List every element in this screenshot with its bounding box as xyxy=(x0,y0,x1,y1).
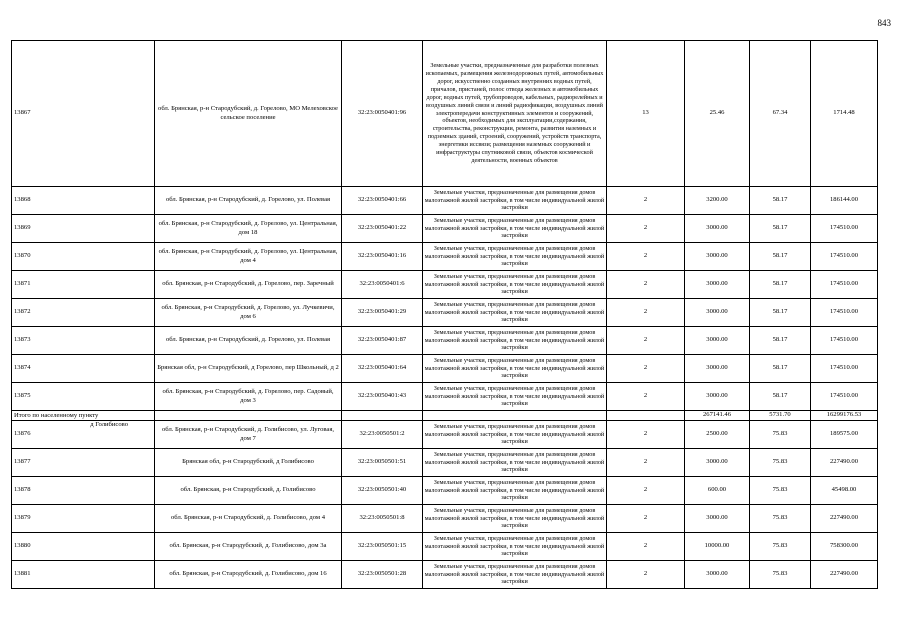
cadastral-value-cell: 174510.00 xyxy=(811,271,878,299)
rate-cell: 58.17 xyxy=(750,355,811,383)
rate-cell: 67.34 xyxy=(750,41,811,187)
area-cell: 3000.00 xyxy=(685,327,750,355)
table-row xyxy=(12,243,878,271)
row-number: 13870 xyxy=(12,243,155,271)
cadastral-value-cell: 227490.00 xyxy=(811,449,878,477)
rate-cell: 75.83 xyxy=(750,477,811,505)
area-cell: 10000.00 xyxy=(685,533,750,561)
row-number: 13867 xyxy=(12,41,155,187)
rate-cell: 58.17 xyxy=(750,271,811,299)
table-row xyxy=(12,421,878,449)
table-row xyxy=(12,299,878,327)
cadastral-value-cell: 174510.00 xyxy=(811,243,878,271)
table-row xyxy=(12,355,878,383)
address-cell: обл. Брянская, р-н Стародубский, д. Горелово, пер. Садовый, дом 3 xyxy=(155,383,342,411)
group-cell: 2 xyxy=(607,505,685,533)
table-row xyxy=(12,383,878,411)
area-cell: 3000.00 xyxy=(685,505,750,533)
rate-cell: 75.83 xyxy=(750,561,811,589)
land-use-cell: Земельные участки, предназначенные для размещения домов малоэтажной жилой застройки, в том числе индивидуальной жилой застройки xyxy=(423,449,607,477)
group-cell: 2 xyxy=(607,243,685,271)
cadastral-number-cell: 32:23:0050501:15 xyxy=(342,533,423,561)
address-cell: Брянская обл, р-н Стародубский, д Голибисово xyxy=(155,449,342,477)
area-cell: 600.00 xyxy=(685,477,750,505)
land-use-cell: Земельные участки, предназначенные для размещения домов малоэтажной жилой застройки, в том числе индивидуальной жилой застройки xyxy=(423,421,607,449)
row-number: 13875 xyxy=(12,383,155,411)
land-use-cell: Земельные участки, предназначенные для размещения домов малоэтажной жилой застройки, в том числе индивидуальной жилой застройки xyxy=(423,215,607,243)
address-cell: обл. Брянская, р-н Стародубский, д. Горелово, ул. Центральная, дом 4 xyxy=(155,243,342,271)
cadastral-value-cell: 174510.00 xyxy=(811,327,878,355)
rate-cell: 75.83 xyxy=(750,505,811,533)
table-body-total xyxy=(12,411,878,421)
rate-cell: 75.83 xyxy=(750,449,811,477)
area-cell: 3200.00 xyxy=(685,187,750,215)
address-cell: обл. Брянская, р-н Стародубский, д. Голибисово, дом 3а xyxy=(155,533,342,561)
address-cell: обл. Брянская, р-н Стародубский, д. Горелово, ул. Центральная, дом 18 xyxy=(155,215,342,243)
area-cell: 3000.00 xyxy=(685,299,750,327)
row-number: 13881 xyxy=(12,561,155,589)
group-cell: 2 xyxy=(607,271,685,299)
address-cell: обл. Брянская, р-н Стародубский, д. Горелово, ул. Полевая xyxy=(155,327,342,355)
cadastral-value-cell: 174510.00 xyxy=(811,215,878,243)
address-cell: обл. Брянская, р-н Стародубский, д. Горелово, ул. Полевая xyxy=(155,187,342,215)
area-cell: 3000.00 xyxy=(685,271,750,299)
cadastral-number-cell: 32:23:0050401:6 xyxy=(342,271,423,299)
table-row xyxy=(12,327,878,355)
cadastral-value-cell: 189575.00 xyxy=(811,421,878,449)
cadastral-value-cell: 186144.00 xyxy=(811,187,878,215)
area-cell: 3000.00 xyxy=(685,449,750,477)
rate-cell: 58.17 xyxy=(750,243,811,271)
rate-cell: 58.17 xyxy=(750,187,811,215)
group-cell: 2 xyxy=(607,421,685,449)
row-number-cell xyxy=(12,421,155,449)
land-use-cell: Земельные участки, предназначенные для размещения домов малоэтажной жилой застройки, в том числе индивидуальной жилой застройки xyxy=(423,533,607,561)
cadastral-value-table xyxy=(11,40,878,589)
land-use-cell: Земельные участки, предназначенные для размещения домов малоэтажной жилой застройки, в том числе индивидуальной жилой застройки xyxy=(423,355,607,383)
group-cell: 2 xyxy=(607,187,685,215)
address-cell: обл. Брянская, р-н Стародубский, д. Горелово, МО Мелеховское сельское поселение xyxy=(155,41,342,187)
address-cell: обл. Брянская, р-н Стародубский, д. Голибисово, ул. Луговая, дом 7 xyxy=(155,421,342,449)
area-cell: 3000.00 xyxy=(685,243,750,271)
group-cell: 2 xyxy=(607,533,685,561)
table-row xyxy=(12,187,878,215)
row-number: 13873 xyxy=(12,327,155,355)
address-cell: обл. Брянская, р-н Стародубский, д. Голибисово xyxy=(155,477,342,505)
row-number: 13877 xyxy=(12,449,155,477)
area-cell: 2500.00 xyxy=(685,421,750,449)
cadastral-number-cell: 32:23:0050501:51 xyxy=(342,449,423,477)
total-value: 16299176.53 xyxy=(811,411,878,421)
land-use-cell: Земельные участки, предназначенные для размещения домов малоэтажной жилой застройки, в том числе индивидуальной жилой застройки xyxy=(423,505,607,533)
rate-cell: 58.17 xyxy=(750,383,811,411)
cadastral-value-cell: 174510.00 xyxy=(811,383,878,411)
cadastral-number-cell: 32:23:0050401:16 xyxy=(342,243,423,271)
group-cell: 2 xyxy=(607,561,685,589)
table-row xyxy=(12,41,878,187)
settlement-name: д Голибисово xyxy=(90,421,128,428)
cadastral-value-cell: 227490.00 xyxy=(811,505,878,533)
area-cell: 3000.00 xyxy=(685,355,750,383)
area-cell: 3000.00 xyxy=(685,561,750,589)
group-cell: 2 xyxy=(607,383,685,411)
address-cell: обл. Брянская, р-н Стародубский, д. Горелово, ул. Лучкевичи, дом 6 xyxy=(155,299,342,327)
land-use-cell: Земельные участки, предназначенные для размещения домов малоэтажной жилой застройки, в том числе индивидуальной жилой застройки xyxy=(423,327,607,355)
cadastral-number-cell: 32:23:0050501:40 xyxy=(342,477,423,505)
cadastral-number-cell: 32:23:0050401:87 xyxy=(342,327,423,355)
table-body-after xyxy=(12,421,878,589)
cadastral-value-cell: 227490.00 xyxy=(811,561,878,589)
table-row xyxy=(12,271,878,299)
table-row xyxy=(12,533,878,561)
cadastral-value-cell: 45498.00 xyxy=(811,477,878,505)
group-cell: 13 xyxy=(607,41,685,187)
rate-cell: 58.17 xyxy=(750,327,811,355)
row-number: 13878 xyxy=(12,477,155,505)
area-cell: 3000.00 xyxy=(685,215,750,243)
page-number: 843 xyxy=(877,18,891,28)
table-row xyxy=(12,477,878,505)
rate-cell: 58.17 xyxy=(750,299,811,327)
cadastral-number-cell: 32:23:0050401:64 xyxy=(342,355,423,383)
cadastral-value-cell: 1714.48 xyxy=(811,41,878,187)
cadastral-number-cell: 32:23:0050401:29 xyxy=(342,299,423,327)
address-cell: обл. Брянская, р-н Стародубский, д. Голибисово, дом 16 xyxy=(155,561,342,589)
cadastral-value-cell: 174510.00 xyxy=(811,299,878,327)
table-row xyxy=(12,215,878,243)
cadastral-value-cell: 758300.00 xyxy=(811,533,878,561)
land-use-cell: Земельные участки, предназначенные для размещения домов малоэтажной жилой застройки, в том числе индивидуальной жилой застройки xyxy=(423,383,607,411)
row-number: 13876 xyxy=(14,430,31,438)
row-number: 13869 xyxy=(12,215,155,243)
address-cell: обл. Брянская, р-н Стародубский, д. Голибисово, дом 4 xyxy=(155,505,342,533)
cadastral-number-cell: 32:23:0050401:96 xyxy=(342,41,423,187)
row-number: 13872 xyxy=(12,299,155,327)
total-label: Итого по населенному пункту xyxy=(12,411,155,421)
table-row xyxy=(12,561,878,589)
total-area: 267141.46 xyxy=(685,411,750,421)
cadastral-number-cell: 32:23:0050401:66 xyxy=(342,187,423,215)
area-cell: 3000.00 xyxy=(685,383,750,411)
total-rate: 5731.70 xyxy=(750,411,811,421)
row-number: 13871 xyxy=(12,271,155,299)
area-cell: 25.46 xyxy=(685,41,750,187)
row-number: 13874 xyxy=(12,355,155,383)
row-number: 13868 xyxy=(12,187,155,215)
land-use-cell: Земельные участки, предназначенные для размещения домов малоэтажной жилой застройки, в том числе индивидуальной жилой застройки xyxy=(423,271,607,299)
cadastral-number-cell: 32:23:0050401:43 xyxy=(342,383,423,411)
land-use-cell: Земельные участки, предназначенные для размещения домов малоэтажной жилой застройки, в том числе индивидуальной жилой застройки xyxy=(423,477,607,505)
group-cell: 2 xyxy=(607,299,685,327)
cadastral-number-cell: 32:23:0050401:22 xyxy=(342,215,423,243)
land-use-cell: Земельные участки, предназначенные для размещения домов малоэтажной жилой застройки, в том числе индивидуальной жилой застройки xyxy=(423,187,607,215)
rate-cell: 75.83 xyxy=(750,533,811,561)
rate-cell: 75.83 xyxy=(750,421,811,449)
land-use-cell: Земельные участки, предназначенные для размещения домов малоэтажной жилой застройки, в том числе индивидуальной жилой застройки xyxy=(423,561,607,589)
group-cell: 2 xyxy=(607,215,685,243)
row-number: 13879 xyxy=(12,505,155,533)
table-row xyxy=(12,505,878,533)
address-cell: Брянская обл, р-н Стародубский, д Горелово, пер Школьный, д 2 xyxy=(155,355,342,383)
land-use-cell: Земельные участки, предназначенные для разработки полезных ископаемых, размещения железнодорожных путей, автомобильных дорог, искусственно созданных внутренних водных путей, причалов, пристаней, полос отвода железных и автомобильных дорог, водных путей, трубопроводов, кабельных, радиорелейных и воздушных линий связи и линий радиофикации, воздушных линий электропередачи конструктивных элементов и сооружений, объектов, необходимых для эксплуатации,содержания, строительства, реконструкции, ремонта, развития наземных и подземных зданий, строений, сооружений, устройств транспорта, энергетики иссвязи; размещения наземных сооружений и инфраструктуры спутниковой связи, объектов космической деятельности, военных объектов xyxy=(423,41,607,187)
row-number: 13880 xyxy=(12,533,155,561)
cadastral-number-cell: 32:23:0050501:2 xyxy=(342,421,423,449)
land-use-cell: Земельные участки, предназначенные для размещения домов малоэтажной жилой застройки, в том числе индивидуальной жилой застройки xyxy=(423,243,607,271)
cadastral-number-cell: 32:23:0050501:28 xyxy=(342,561,423,589)
address-cell: обл. Брянская, р-н Стародубский, д. Горелово, пер. Заречный xyxy=(155,271,342,299)
table-body-before xyxy=(12,41,878,411)
group-cell: 2 xyxy=(607,355,685,383)
land-use-cell: Земельные участки, предназначенные для размещения домов малоэтажной жилой застройки, в том числе индивидуальной жилой застройки xyxy=(423,299,607,327)
table-row xyxy=(12,449,878,477)
cadastral-number-cell: 32:23:0050501:8 xyxy=(342,505,423,533)
total-row xyxy=(12,411,878,421)
cadastral-value-cell: 174510.00 xyxy=(811,355,878,383)
group-cell: 2 xyxy=(607,477,685,505)
group-cell: 2 xyxy=(607,449,685,477)
rate-cell: 58.17 xyxy=(750,215,811,243)
group-cell: 2 xyxy=(607,327,685,355)
